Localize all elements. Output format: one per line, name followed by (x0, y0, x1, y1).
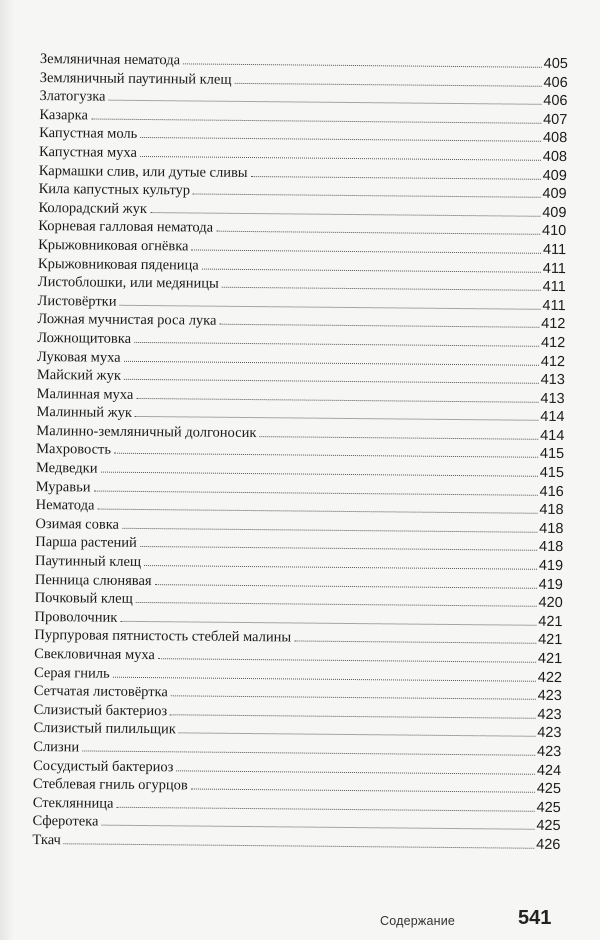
toc-entry-page: 408 (542, 130, 568, 147)
toc-dot-leader (91, 117, 541, 123)
table-of-contents (32, 50, 568, 855)
toc-entry-title: Ложнощитовка (37, 329, 132, 347)
toc-entry-title: Малинный жук (36, 404, 133, 422)
toc-entry-page: 421 (538, 632, 563, 649)
toc-dot-leader (235, 81, 542, 86)
page-edge-shadow (0, 0, 14, 940)
toc-entry-title: Ткач (32, 831, 61, 849)
running-footer-page-number: 541 (518, 907, 552, 929)
toc-entry-page: 413 (540, 371, 565, 389)
toc-entry-title: Кармашки слив, или дутые сливы (38, 162, 248, 181)
toc-entry-page: 412 (540, 334, 566, 351)
toc-entry-title: Слизистый бактериоз (33, 701, 168, 720)
toc-entry-page: 418 (539, 520, 564, 537)
toc-dot-leader (191, 248, 540, 253)
toc-entry-page: 410 (542, 223, 567, 240)
toc-entry-title: Малинно-земляничный долгоносик (36, 422, 257, 441)
toc-dot-leader (100, 471, 537, 477)
toc-dot-leader (124, 378, 539, 384)
toc-dot-leader (193, 193, 540, 198)
toc-entry-page: 418 (539, 502, 564, 519)
toc-dot-leader (140, 545, 537, 551)
toc-entry-title: Пурпуровая пятнистость стеблей малины (34, 627, 292, 646)
toc-entry-page: 423 (537, 725, 562, 742)
toc-dot-leader (113, 675, 536, 681)
toc-entry-page: 419 (538, 576, 563, 593)
toc-dot-leader (191, 788, 535, 793)
toc-entry-page: 414 (540, 409, 565, 426)
toc-entry-title: Пенница слюнявая (34, 571, 152, 589)
toc-entry-title: Паутинный клещ (35, 553, 142, 571)
toc-entry-title: Кила капустных культур (38, 181, 191, 199)
toc-entry-page: 414 (540, 427, 565, 444)
toc-dot-leader (216, 230, 540, 235)
toc-dot-leader (183, 62, 542, 67)
toc-dot-leader (170, 713, 535, 719)
toc-entry-page: 422 (537, 669, 563, 686)
toc-entry-title: Малинная муха (36, 385, 134, 403)
toc-dot-leader (179, 732, 535, 737)
toc-entry-title: Казарка (39, 106, 89, 124)
toc-entry-title: Проволочник (34, 608, 118, 626)
toc-entry-title: Стеклянница (32, 794, 114, 812)
toc-dot-leader (140, 155, 541, 161)
toc-dot-leader (120, 620, 536, 626)
toc-entry-title: Стеблевая гниль огурцов (32, 776, 188, 794)
toc-entry-title: Озимая совка (35, 515, 120, 533)
toc-dot-leader (119, 303, 540, 309)
toc-entry-page: 412 (540, 353, 566, 370)
toc-dot-leader (101, 824, 534, 830)
toc-entry-title: Земляничный паутинный клещ (39, 69, 232, 88)
toc-entry-page: 411 (542, 241, 567, 258)
toc-entry-page: 413 (540, 390, 565, 407)
toc-entry-page: 405 (543, 55, 568, 73)
toc-entry-title: Медведки (35, 460, 98, 477)
toc-entry-title: Луковая муха (36, 348, 121, 366)
toc-dot-leader (64, 842, 534, 849)
toc-entry-page: 415 (539, 464, 565, 482)
toc-dot-leader (140, 136, 541, 142)
toc-entry-page: 421 (537, 650, 563, 668)
toc-entry-page: 411 (542, 260, 567, 277)
toc-dot-leader (202, 267, 541, 272)
toc-entry-title: Махровость (36, 441, 112, 459)
toc-dot-leader (176, 769, 534, 774)
toc-entry-page: 420 (538, 595, 563, 612)
toc-entry-title: Капустная муха (38, 143, 138, 161)
toc-entry-page: 412 (541, 316, 566, 333)
toc-dot-leader (124, 359, 539, 365)
toc-entry-page: 411 (542, 297, 566, 314)
toc-entry-page: 406 (543, 93, 568, 110)
toc-entry-page: 426 (536, 836, 561, 853)
toc-entry-title: Златогузка (39, 88, 106, 105)
toc-entry-title: Листовёртки (37, 292, 117, 310)
toc-entry-title: Майский жук (36, 367, 121, 384)
toc-entry-title: Ложная мучнистая роса лука (37, 311, 217, 330)
toc-entry-page: 416 (539, 483, 564, 500)
toc-entry-page: 418 (538, 539, 564, 556)
toc-entry-page: 407 (543, 111, 568, 128)
toc-entry-title: Земляничная нематода (39, 50, 181, 69)
toc-entry-page: 409 (542, 204, 567, 221)
toc-dot-leader (136, 397, 538, 403)
toc-dot-leader (219, 323, 539, 328)
toc-entry-title: Листоблошки, или медяницы (37, 274, 219, 292)
toc-entry-page: 423 (537, 706, 562, 723)
toc-dot-leader (251, 175, 541, 180)
toc-entry-title: Свекловичная муха (34, 645, 155, 664)
toc-entry-page: 423 (537, 687, 562, 705)
toc-entry-title: Корневая галловая нематода (38, 218, 214, 237)
toc-dot-leader (97, 508, 537, 514)
toc-dot-leader (134, 341, 539, 347)
toc-entry-title: Слизистый пилильщик (33, 720, 176, 738)
toc-entry-page: 408 (542, 148, 568, 166)
toc-entry-page: 409 (542, 167, 567, 184)
toc-entry-page: 425 (536, 780, 562, 798)
toc-dot-leader (158, 657, 536, 663)
toc-dot-leader (259, 435, 538, 440)
toc-dot-leader (82, 749, 535, 755)
toc-dot-leader (93, 489, 537, 495)
toc-entry-title: Почковый клещ (34, 590, 133, 608)
toc-dot-leader (144, 564, 537, 570)
toc-entry-title: Сетчатая листовёртка (33, 683, 168, 701)
toc-entry-title: Капустная моль (39, 125, 138, 143)
toc-entry-page: 425 (536, 799, 561, 816)
toc-entry-title: Сосудистый бактериоз (33, 757, 174, 775)
toc-entry-title: Слизни (33, 738, 80, 756)
toc-entry-page: 415 (539, 446, 565, 463)
toc-dot-leader (116, 806, 534, 812)
toc-dot-leader (222, 286, 541, 291)
toc-dot-leader (150, 211, 540, 217)
toc-entry-page: 411 (542, 278, 566, 296)
toc-entry-title: Крыжовниковая пяденица (37, 255, 199, 274)
toc-entry-page: 421 (538, 613, 563, 630)
toc-entry-title: Крыжовниковая огнёвка (38, 236, 189, 255)
toc-dot-leader (114, 452, 538, 458)
toc-dot-leader (171, 694, 536, 700)
toc-entry-page: 423 (537, 743, 562, 761)
toc-entry-title: Парша растений (35, 534, 137, 552)
toc-dot-leader (155, 583, 537, 589)
toc-entry-page: 406 (543, 74, 568, 91)
toc-entry-page: 425 (536, 818, 561, 835)
toc-dot-leader (122, 527, 537, 533)
toc-entry (32, 831, 560, 855)
toc-entry-title: Серая гниль (33, 664, 110, 682)
toc-entry-title: Муравьи (35, 478, 91, 496)
toc-dot-leader (136, 601, 537, 607)
toc-dot-leader (135, 415, 538, 421)
toc-entry-page: 419 (538, 557, 564, 575)
toc-entry-title: Нематода (35, 497, 95, 514)
toc-dot-leader (294, 640, 536, 644)
toc-entry-page: 409 (542, 185, 567, 203)
running-footer-section: Содержание (380, 914, 456, 928)
toc-entry-title: Колорадский жук (38, 199, 148, 217)
toc-entry-page: 424 (536, 762, 562, 779)
toc-entry-title: Сферотека (32, 813, 99, 830)
toc-dot-leader (108, 99, 541, 105)
